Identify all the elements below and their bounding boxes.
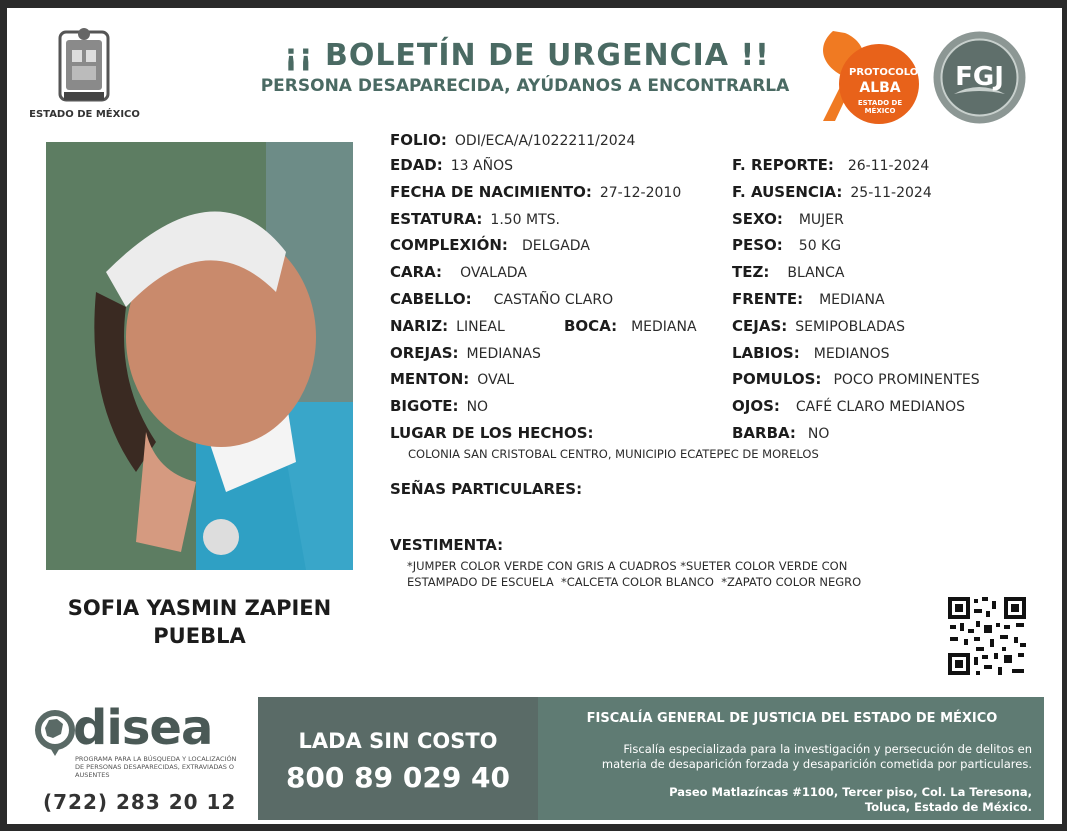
lugar-hechos-value: COLONIA SAN CRISTOBAL CENTRO, MUNICIPIO ECATEPEC DE MORELOS <box>408 447 819 461</box>
fiscalia-desc-line1: Fiscalía especializada para la investigación y persecución de delitos en <box>623 742 1032 756</box>
field-estatura: ESTATURA: 1.50 MTS. <box>390 210 561 228</box>
odisea-description: PROGRAMA PARA LA BÚSQUEDA Y LOCALIZACIÓN DE PERSONAS DESAPARECIDAS, EXTRAVIADAS O AUSENTES <box>75 755 237 779</box>
estado-mexico-seal <box>50 26 118 106</box>
bulletin-title: ¡¡ BOLETÍN DE URGENCIA !! <box>284 38 770 73</box>
vestimenta-line2: ESTAMPADO DE ESCUELA *CALCETA COLOR BLANCO *ZAPATO COLOR NEGRO <box>407 575 862 589</box>
person-name <box>37 594 362 650</box>
person-name-line1: SOFIA YASMIN ZAPIEN <box>67 596 332 620</box>
field-folio: FOLIO: ODI/ECA/A/1022211/2024 <box>390 131 636 149</box>
senas-particulares-label: SEÑAS PARTICULARES: <box>390 480 583 498</box>
bulletin-subtitle: PERSONA DESAPARECIDA, AYÚDANOS A ENCONTRARLA <box>260 76 790 96</box>
field-orejas: OREJAS: MEDIANAS <box>390 344 541 362</box>
odisea-logo <box>35 700 250 779</box>
field-sexo: SEXO: MUJER <box>732 210 844 228</box>
bulletin-sheet <box>7 8 1062 824</box>
footer-panel <box>258 697 1044 820</box>
lada-label: LADA SIN COSTO <box>298 729 498 753</box>
alba-label: ALBA <box>859 80 901 96</box>
missing-person-photo <box>46 142 353 570</box>
lada-phone[interactable]: 800 89 029 40 <box>285 761 511 794</box>
odisea-phone: (722) 283 20 12 <box>43 790 237 814</box>
fiscalia-address-line2: Toluca, Estado de México. <box>864 800 1032 814</box>
fiscalia-description <box>546 742 1032 772</box>
field-cara: CARA: OVALADA <box>390 263 527 281</box>
field-bigote: BIGOTE: NO <box>390 397 489 415</box>
field-fecha-reporte: F. REPORTE: 26-11-2024 <box>732 156 930 174</box>
field-fecha-nacimiento: FECHA DE NACIMIENTO: 27-12-2010 <box>390 183 682 201</box>
person-name-line2: PUEBLA <box>153 624 246 648</box>
fgj-label: FGJ <box>955 62 1004 92</box>
field-cejas: CEJAS: SEMIPOBLADAS <box>732 317 905 335</box>
field-tez: TEZ: BLANCA <box>732 263 845 281</box>
fgj-logo <box>932 30 1027 125</box>
field-barba: BARBA: NO <box>732 424 830 442</box>
fiscalia-address-line1: Paseo Matlazíncas #1100, Tercer piso, Col. La Teresona, <box>669 785 1032 799</box>
field-cabello: CABELLO: CASTAÑO CLARO <box>390 290 614 308</box>
field-nariz: NARIZ: LINEAL <box>390 317 505 335</box>
qr-code[interactable] <box>946 595 1028 677</box>
protocolo-label: PROTOCOLO <box>849 67 919 78</box>
field-menton: MENTON: OVAL <box>390 370 515 388</box>
estado-mexico-label: ESTADO DE MÉXICO <box>29 109 140 120</box>
lada-box <box>258 697 538 820</box>
field-lugar-hechos: LUGAR DE LOS HECHOS: <box>390 424 594 442</box>
field-frente: FRENTE: MEDIANA <box>732 290 885 308</box>
alba-subtitle: ESTADO DE MÉXICO <box>857 99 903 115</box>
fiscalia-title: FISCALÍA GENERAL DE JUSTICIA DEL ESTADO DE MÉXICO <box>586 711 998 726</box>
vestimenta-line1: *JUMPER COLOR VERDE CON GRIS A CUADROS *SUETER COLOR VERDE CON <box>407 559 848 573</box>
field-peso: PESO: 50 KG <box>732 236 842 254</box>
vestimenta-label: VESTIMENTA: <box>390 536 504 554</box>
fiscalia-desc-line2: materia de desaparición forzada y desaparición cometida por particulares. <box>601 757 1032 771</box>
field-labios: LABIOS: MEDIANOS <box>732 344 890 362</box>
fiscalia-address <box>546 785 1032 815</box>
field-edad: EDAD: 13 AÑOS <box>390 156 513 174</box>
field-fecha-ausencia: F. AUSENCIA: 25-11-2024 <box>732 183 932 201</box>
protocolo-alba-logo <box>805 27 920 129</box>
field-pomulos: POMULOS: POCO PROMINENTES <box>732 370 980 388</box>
field-boca: BOCA: MEDIANA <box>564 317 697 335</box>
field-ojos: OJOS: CAFÉ CLARO MEDIANOS <box>732 397 966 415</box>
odisea-wordmark: disea <box>73 700 213 756</box>
field-complexion: COMPLEXIÓN: DELGADA <box>390 236 590 254</box>
